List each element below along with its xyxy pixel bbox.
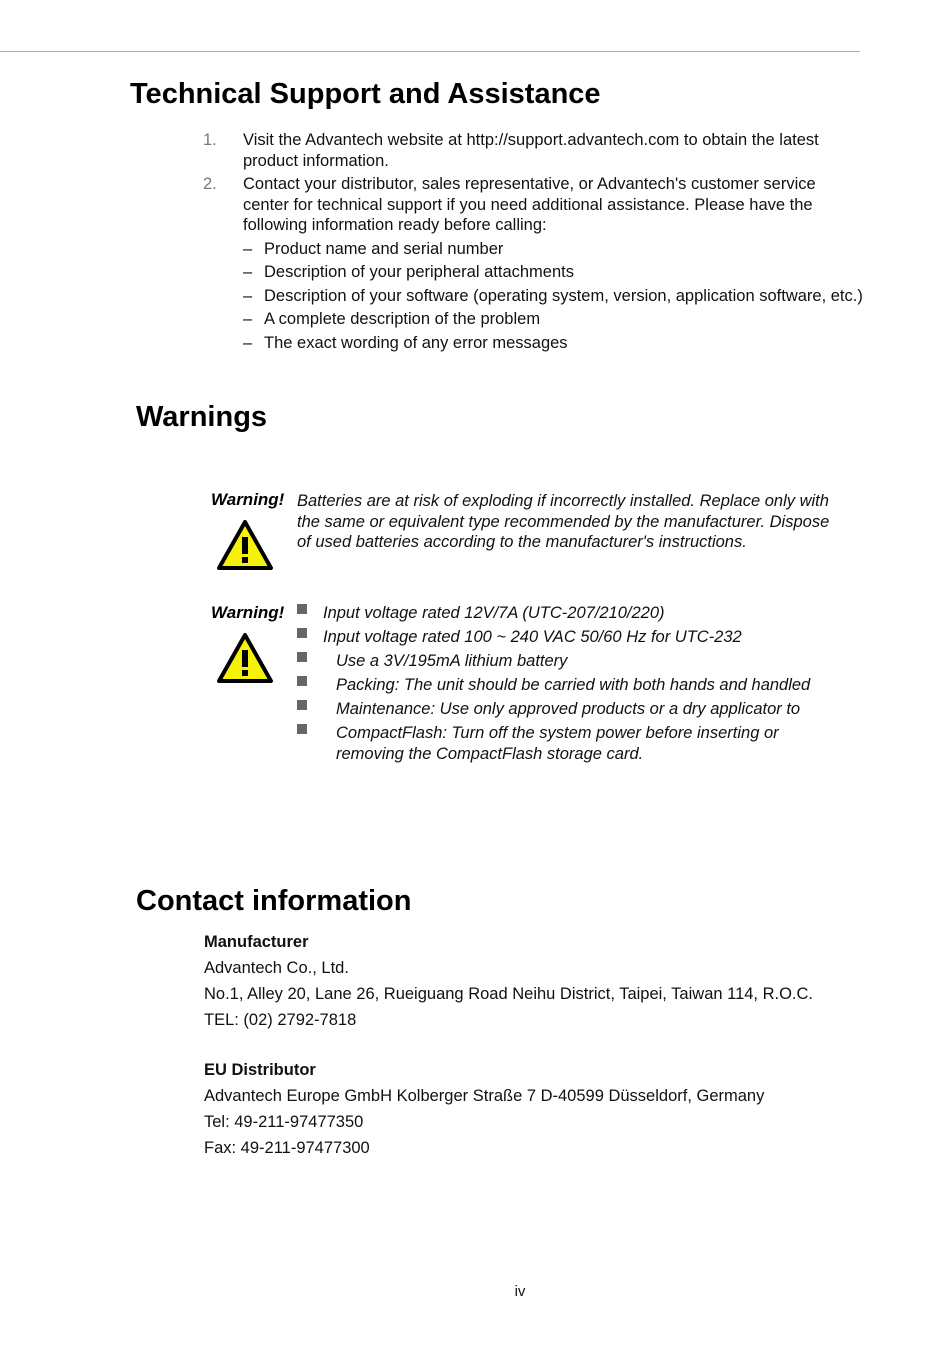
square-bullet-icon [297,604,307,614]
list-item [203,130,863,171]
square-bullet-icon [297,700,307,710]
section-title-contact: Contact information [136,885,412,917]
eu-distributor-address: Advantech Europe GmbH Kolberger Straße 7 D-40599 Düsseldorf, Germany [204,1087,765,1105]
bullet-item [297,675,857,696]
manufacturer-heading: Manufacturer [204,933,309,951]
square-bullet-icon [297,628,307,638]
dash-marker: – [243,333,253,352]
sub-list-item [243,262,863,283]
dash-marker: – [243,286,253,305]
bullet-item [297,651,857,672]
list-item-text: Visit the Advantech website at http://support.advantech.com to obtain the latest product information. [243,131,819,170]
square-bullet-icon [297,724,307,734]
section-title-warnings: Warnings [136,401,268,433]
section-title-technical-support: Technical Support and Assistance [130,78,601,110]
sub-item-text: Product name and serial number [264,239,504,258]
square-bullet-icon [297,652,307,662]
bullet-text: Maintenance: Use only approved products or a dry applicator to [336,700,801,718]
warning-label: Warning! [211,490,285,509]
sub-item-text: A complete description of the problem [264,310,541,328]
list-item-text: Contact your distributor, sales representative, or Advantech's customer service center for technical support if you need additional assistance. Please have the following information ready before calling: [243,175,816,234]
sub-item-text: Description of your software (operating system, version, application software, etc.) [264,286,863,305]
bullet-text: CompactFlash: Turn off the system power before inserting or removing the CompactFlash storage card. [336,724,779,763]
required-info-list [243,239,863,354]
bullet-text: Input voltage rated 12V/7A (UTC-207/210/220) [323,604,665,622]
dash-marker: – [243,263,253,281]
page-number: iv [514,1283,526,1300]
eu-distributor-fax: Fax: 49-211-97477300 [204,1139,370,1157]
eu-distributor-heading: EU Distributor [204,1061,316,1079]
bullet-text: Packing: The unit should be carried with both hands and handled [336,676,811,694]
warning-label: Warning! [211,603,285,622]
dash-marker: – [243,310,253,328]
warning-battery-text: Batteries are at risk of exploding if incorrectly installed. Replace only with the same or equivalent type recommended by the manufacturer. Dispose of used batteries according to the manufacturer's instructions. [297,492,830,551]
list-number: 2. [203,175,217,193]
manufacturer-phone: TEL: (02) 2792-7818 [204,1011,357,1029]
sub-item-text: Description of your peripheral attachments [264,263,574,281]
eu-distributor-block [204,1060,764,1164]
manufacturer-address: No.1, Alley 20, Lane 26, Rueiguang Road Neihu District, Taipei, Taiwan 114, R.O.C. [204,985,814,1003]
dash-marker: – [243,239,253,258]
bullet-text: Use a 3V/195mA lithium battery [336,652,568,670]
list-item [203,174,863,353]
sub-list-item [243,286,863,307]
sub-list-item [243,333,863,354]
bullet-item [297,699,857,720]
support-steps-list [203,130,863,356]
eu-distributor-phone: Tel: 49-211-97477350 [204,1113,364,1131]
warning-triangle-icon [216,519,274,571]
bullet-item [297,603,857,624]
bullet-text: Input voltage rated 100 ~ 240 VAC 50/60 Hz for UTC-232 [323,628,742,646]
bullet-item [297,627,857,648]
square-bullet-icon [297,676,307,686]
warning-triangle-icon [216,632,274,684]
manufacturer-name: Advantech Co., Ltd. [204,959,349,977]
sub-list-item [243,309,863,330]
bullet-item [297,723,857,764]
sub-list-item [243,239,863,260]
warning-bullet-list [297,603,857,768]
sub-item-text: The exact wording of any error messages [264,333,568,352]
header-rule [0,51,860,52]
list-number: 1. [203,131,217,149]
manufacturer-block [204,932,813,1036]
